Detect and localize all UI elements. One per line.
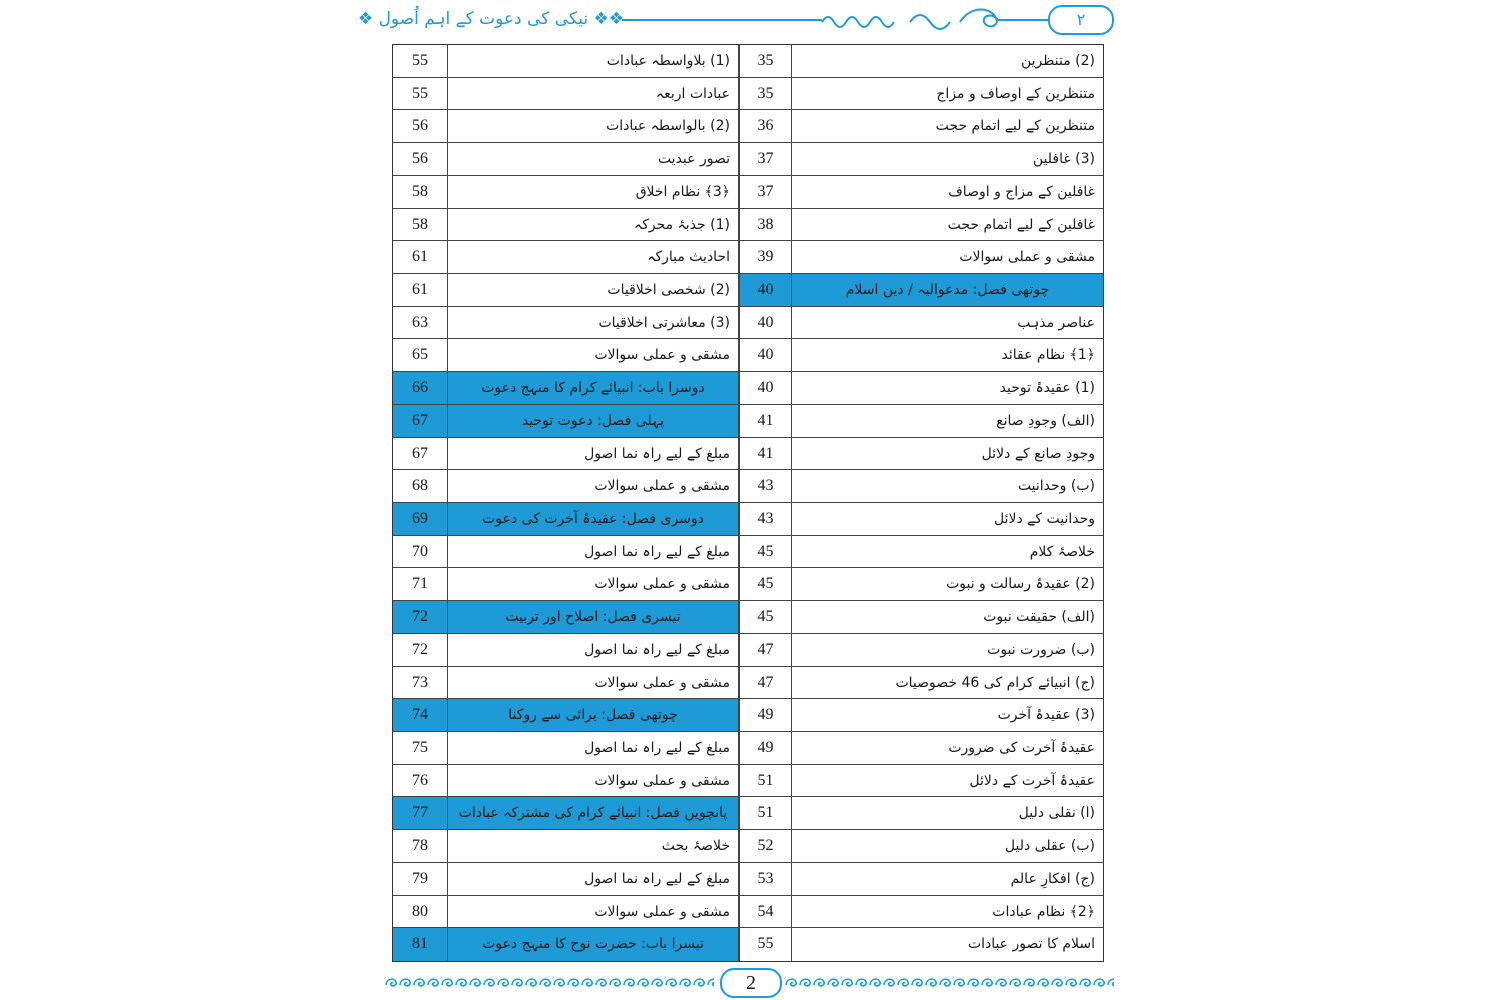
toc-entry-title: تصور عبدیت <box>657 151 730 168</box>
toc-page-number: 35 <box>738 78 792 110</box>
toc-page-number: 58 <box>393 176 448 208</box>
toc-entry-title: عقیدۂ آخرت کے دلائل <box>969 772 1095 789</box>
toc-page-number: 49 <box>738 699 792 731</box>
toc-page-number: 47 <box>738 667 792 699</box>
toc-row <box>738 405 1103 438</box>
toc-entry-title: ﴿2﴾ نظام عبادات <box>992 903 1095 920</box>
toc-entry-title: غافلین کے مزاج و اوصاف <box>948 183 1095 200</box>
page-footer <box>384 966 1114 998</box>
toc-entry-title: مشقی و عملی سوالات <box>594 347 730 364</box>
toc-row <box>393 241 738 274</box>
toc-entry-title: (2) متنظرین <box>1020 53 1095 69</box>
toc-page-number: 47 <box>738 634 792 666</box>
toc-entry-title: متنظرین کے اوصاف و مزاج <box>936 85 1095 102</box>
page-header <box>357 2 1114 36</box>
toc-page-number: 67 <box>393 405 448 437</box>
toc-entry-title: دوسری فصل: عقیدۂ آخرت کی دعوت <box>448 503 738 535</box>
toc-row <box>738 667 1103 700</box>
toc-page-number: 80 <box>393 896 448 928</box>
toc-row <box>393 470 738 503</box>
toc-row <box>393 568 738 601</box>
toc-page-number: 40 <box>738 339 792 371</box>
toc-entry-title: پانچویں فصل: انبیائے کرام کی مشترکہ عبادات <box>448 797 738 829</box>
toc-entry-title: (ا) نقلی دلیل <box>1018 805 1095 822</box>
toc-entry-title: (الف) وجودِ صانع <box>996 412 1095 429</box>
toc-row <box>393 634 738 667</box>
toc-entry-title: مشقی و عملی سوالات <box>594 903 730 920</box>
toc-row <box>393 438 738 471</box>
toc-row <box>738 601 1103 634</box>
toc-entry-title: مشقی و عملی سوالات <box>594 772 730 789</box>
toc-page-number: 74 <box>393 699 448 731</box>
header-title: ❖❖ نیکی کی دعوت کے اہم اُصول ❖ <box>357 9 624 29</box>
footer-ornament-right <box>784 975 1114 989</box>
toc-entry-title: (3) غافلین <box>1032 151 1095 168</box>
toc-page-number: 61 <box>393 241 448 273</box>
toc-page-number: 49 <box>738 732 792 764</box>
toc-row <box>393 765 738 798</box>
toc-entry-title: مبلغ کے لیے راہ نما اصول <box>584 445 730 462</box>
toc-row <box>393 110 738 143</box>
toc-section-heading-row <box>393 405 738 438</box>
toc-row <box>738 78 1103 111</box>
toc-section-heading-row <box>393 372 738 405</box>
header-rule <box>622 19 822 21</box>
toc-entry-title: (ج) انبیائے کرام کی 46 خصوصیات <box>895 674 1095 691</box>
toc-page-number: 37 <box>738 176 792 208</box>
footer-ornament-left <box>384 975 714 989</box>
toc-entry-title: (ج) افکارِ عالم <box>1010 870 1095 887</box>
toc-entry-title: (الف) حقیقت نبوت <box>983 609 1095 626</box>
toc-row <box>738 110 1103 143</box>
toc-page-number: 69 <box>393 503 448 535</box>
toc-row <box>738 307 1103 340</box>
toc-entry-title: مشقی و عملی سوالات <box>594 576 730 593</box>
toc-row <box>393 143 738 176</box>
toc-row <box>738 634 1103 667</box>
toc-entry-title: وحدانیت کے دلائل <box>993 511 1095 527</box>
toc-section-heading-row <box>393 928 738 961</box>
header-page-number: ۲ <box>1048 5 1114 35</box>
toc-page-number: 41 <box>738 438 792 470</box>
toc-entry-title: خلاصۂ کلام <box>1029 543 1095 560</box>
toc-row <box>393 667 738 700</box>
toc-page-number: 55 <box>738 928 792 961</box>
toc-page-number: 79 <box>393 863 448 895</box>
toc-entry-title: (1) عقیدۂ توحید <box>999 380 1095 397</box>
toc-entry-title: غافلین کے لیے اتمام حجت <box>947 216 1095 233</box>
toc-row <box>393 536 738 569</box>
toc-page-number: 41 <box>738 405 792 437</box>
toc-row <box>738 45 1103 78</box>
toc-page-number: 40 <box>738 274 792 306</box>
toc-entry-title: ﴿1﴾ نظام عقائد <box>1001 347 1095 364</box>
toc-row <box>738 863 1103 896</box>
toc-row <box>393 830 738 863</box>
toc-row <box>393 896 738 929</box>
toc-page-number: 56 <box>393 110 448 142</box>
toc-page-number: 43 <box>738 470 792 502</box>
toc-row <box>738 372 1103 405</box>
toc-page-number: 73 <box>393 667 448 699</box>
toc-entry-title: مبلغ کے لیے راہ نما اصول <box>584 870 730 887</box>
toc-page-number: 45 <box>738 568 792 600</box>
toc-page-number: 76 <box>393 765 448 797</box>
toc-row <box>738 143 1103 176</box>
toc-page-number: 39 <box>738 241 792 273</box>
toc-entry-title: تیسرا باب: حضرت نوح کا منہج دعوت <box>448 928 738 961</box>
toc-row <box>393 45 738 78</box>
toc-page-number: 58 <box>393 209 448 241</box>
toc-row <box>393 732 738 765</box>
toc-row <box>393 339 738 372</box>
toc-page-number: 71 <box>393 568 448 600</box>
toc-page-number: 56 <box>393 143 448 175</box>
toc-row <box>738 896 1103 929</box>
toc-entry-title: احادیث مبارکہ <box>647 249 730 266</box>
toc-entry-title: (2) شخصی اخلاقیات <box>607 282 730 298</box>
toc-entry-title: عبادات اربعہ <box>655 85 730 102</box>
toc-row <box>393 209 738 242</box>
toc-row <box>738 503 1103 536</box>
toc-row <box>738 241 1103 274</box>
header-flourish-ornament <box>820 8 1050 32</box>
toc-entry-title: (3) معاشرتی اخلاقیات <box>598 314 730 331</box>
toc-row <box>738 209 1103 242</box>
toc-page-number: 68 <box>393 470 448 502</box>
toc-entry-title: چوتھی فصل: برائی سے روکنا <box>448 699 738 731</box>
toc-entry-title: مبلغ کے لیے راہ نما اصول <box>584 543 730 560</box>
toc-page-number: 67 <box>393 438 448 470</box>
toc-entry-title: تیسری فصل: اصلاح اور تربیت <box>448 601 738 633</box>
toc-page-number: 65 <box>393 339 448 371</box>
toc-page-number: 75 <box>393 732 448 764</box>
toc-page-number: 36 <box>738 110 792 142</box>
toc-row <box>393 863 738 896</box>
toc-row <box>393 274 738 307</box>
toc-entry-title: (ب) وحدانیت <box>1017 478 1095 495</box>
toc-section-heading-row <box>738 274 1103 307</box>
toc-row <box>738 470 1103 503</box>
toc-row <box>393 78 738 111</box>
toc-row <box>738 438 1103 471</box>
toc-page-number: 55 <box>393 78 448 110</box>
toc-entry-title: مبلغ کے لیے راہ نما اصول <box>584 641 730 658</box>
toc-row <box>393 307 738 340</box>
toc-page-number: 52 <box>738 830 792 862</box>
toc-entry-title: (1) جذبۂ محرکہ <box>634 216 730 233</box>
table-of-contents <box>392 44 1104 962</box>
toc-page-number: 77 <box>393 797 448 829</box>
toc-row <box>738 830 1103 863</box>
toc-entry-title: (2) بالواسطہ عبادات <box>606 118 730 135</box>
toc-page-number: 43 <box>738 503 792 535</box>
toc-row <box>738 339 1103 372</box>
toc-page-number: 40 <box>738 372 792 404</box>
toc-entry-title: عناصر مذہب <box>1017 314 1095 331</box>
toc-page-number: 37 <box>738 143 792 175</box>
toc-row <box>738 797 1103 830</box>
toc-entry-title: اسلام کا تصور عبادات <box>967 936 1095 953</box>
toc-page-number: 70 <box>393 536 448 568</box>
toc-page-number: 78 <box>393 830 448 862</box>
toc-page-number: 53 <box>738 863 792 895</box>
toc-section-heading-row <box>393 503 738 536</box>
toc-entry-title: مشقی و عملی سوالات <box>959 249 1095 266</box>
toc-page-number: 45 <box>738 601 792 633</box>
footer-page-number: 2 <box>720 968 782 998</box>
toc-section-heading-row <box>393 699 738 732</box>
toc-entry-title: مبلغ کے لیے راہ نما اصول <box>584 740 730 756</box>
toc-page-number: 51 <box>738 765 792 797</box>
toc-row <box>738 176 1103 209</box>
toc-page-number: 72 <box>393 601 448 633</box>
toc-page-number: 72 <box>393 634 448 666</box>
toc-page-number: 63 <box>393 307 448 339</box>
toc-entry-title: ﴿3﴾ نظام اخلاق <box>635 183 730 200</box>
toc-row <box>738 536 1103 569</box>
toc-entry-title: دوسرا باب: انبیائے کرام کا منہج دعوت <box>448 372 738 404</box>
toc-entry-title: متنظرین کے لیے اتمام حجت <box>935 118 1095 135</box>
toc-row <box>738 928 1103 961</box>
toc-entry-title: مشقی و عملی سوالات <box>594 674 730 691</box>
toc-entry-title: مشقی و عملی سوالات <box>594 478 730 495</box>
toc-entry-title: (2) عقیدۂ رسالت و نبوت <box>946 576 1095 593</box>
toc-entry-title: (1) بلاواسطہ عبادات <box>606 53 730 69</box>
toc-section-heading-row <box>393 797 738 830</box>
toc-page-number: 35 <box>738 45 792 77</box>
toc-entry-title: پہلی فصل: دعوت توحید <box>448 405 738 437</box>
toc-entry-title: عقیدۂ آخرت کی ضرورت <box>948 740 1095 756</box>
toc-entry-title: وجودِ صانع کے دلائل <box>981 445 1095 462</box>
toc-row <box>738 765 1103 798</box>
toc-row <box>738 732 1103 765</box>
toc-page-number: 45 <box>738 536 792 568</box>
toc-page-number: 66 <box>393 372 448 404</box>
toc-left-column <box>393 45 738 961</box>
toc-entry-title: (ب) عقلی دلیل <box>1004 838 1095 855</box>
toc-section-heading-row <box>393 601 738 634</box>
toc-page-number: 55 <box>393 45 448 77</box>
toc-row <box>738 699 1103 732</box>
toc-entry-title: (3) عقیدۂ آخرت <box>997 707 1095 724</box>
toc-row <box>393 176 738 209</box>
toc-entry-title: خلاصۂ بحث <box>661 838 730 855</box>
toc-page-number: 51 <box>738 797 792 829</box>
toc-page-number: 54 <box>738 896 792 928</box>
toc-page-number: 38 <box>738 209 792 241</box>
toc-entry-title: (ب) ضرورت نبوت <box>987 641 1095 658</box>
toc-page-number: 40 <box>738 307 792 339</box>
toc-entry-title: چوتھی فصل: مدعوالیہ / دین اسلام <box>792 274 1103 306</box>
toc-page-number: 61 <box>393 274 448 306</box>
toc-row <box>738 568 1103 601</box>
toc-page-number: 81 <box>393 928 448 961</box>
toc-right-column <box>738 45 1103 961</box>
